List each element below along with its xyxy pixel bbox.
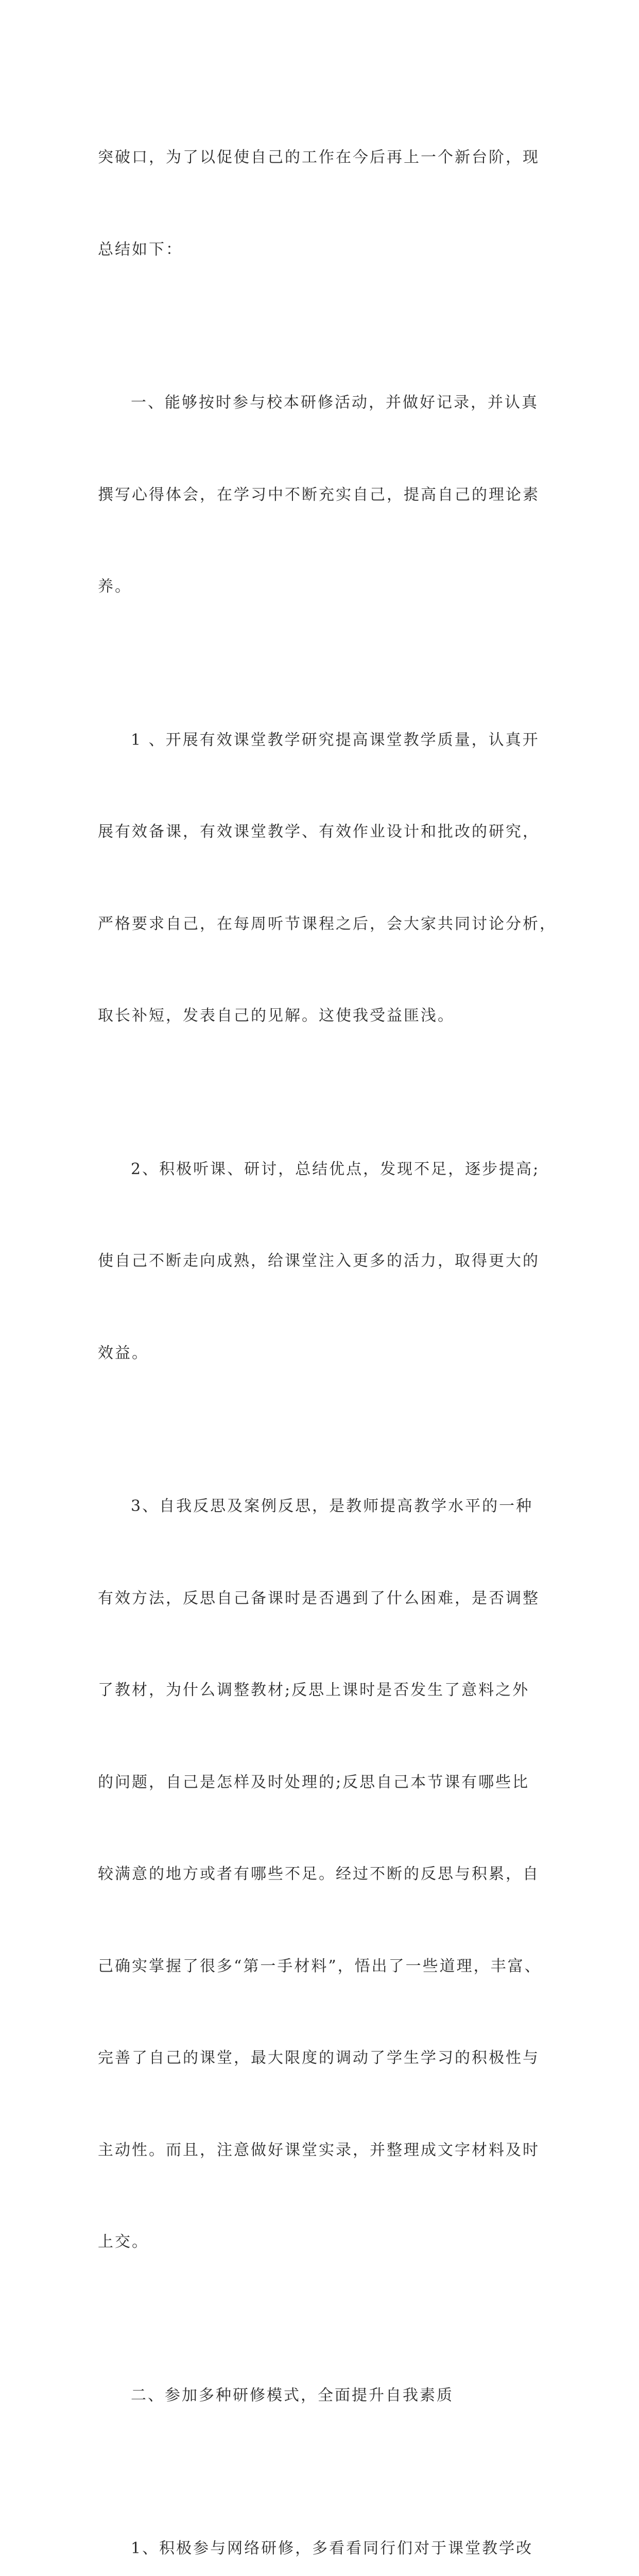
text-line: 较满意的地方或者有哪些不足。经过不断的反思与积累，自: [98, 1865, 540, 1883]
text-line: 一、能够按时参与校本研修活动，并做好记录，并认真: [131, 394, 539, 412]
text-line: 1 、开展有效课堂教学研究提高课堂教学质量，认真开: [131, 731, 540, 749]
text-line: 2、积极听课、研讨，总结优点，发现不足，逐步提高;: [131, 1160, 540, 1178]
text-line: 使自己不断走向成熟，给课堂注入更多的活力，取得更大的: [98, 1252, 540, 1270]
paragraph: [98, 2472, 541, 2576]
section-heading: [98, 2319, 541, 2472]
paragraph: [98, 326, 541, 664]
text-line: 展有效备课，有效课堂教学、有效作业设计和批改的研究，: [98, 823, 540, 841]
text-line: 3、自我反思及案例反思，是教师提高教学水平的一种: [131, 1497, 533, 1515]
text-line: 己确实掌握了很多“第一手材料”，悟出了一些道理，丰富、: [98, 1957, 542, 1975]
text-line: 突破口，为了以促使自己的工作在今后再上一个新台阶，现: [98, 148, 540, 166]
text-line: 有效方法，反思自己备课时是否遇到了什么困难，是否调整: [98, 1589, 540, 1607]
text-line: 总结如下：: [98, 240, 183, 259]
text-line: 养。: [98, 578, 132, 596]
text-line: 二、参加多种研修模式，全面提升自我素质: [131, 2386, 454, 2404]
text-line: 取长补短，发表自己的见解。这使我受益匪浅。: [98, 1007, 455, 1025]
text-line: 了教材，为什么调整教材;反思上课时是否发生了意料之外: [98, 1681, 530, 1699]
text-line: 上交。: [98, 2233, 149, 2251]
document-body: [98, 81, 557, 2576]
paragraph: [98, 664, 557, 1093]
text-line: 1、积极参与网络研修，多看看同行们对于课堂教学改: [131, 2539, 533, 2557]
text-line: 效益。: [98, 1344, 149, 1362]
text-line: 撰写心得体会，在学习中不断充实自己，提高自己的理论素: [98, 485, 540, 504]
paragraph: [98, 81, 541, 326]
text-line: 的问题，自己是怎样及时处理的;反思自己本节课有哪些比: [98, 1773, 530, 1791]
text-line: 严格要求自己，在每周听节课程之后，会大家共同讨论分析，: [98, 914, 557, 933]
text-line: 完善了自己的课堂，最大限度的调动了学生学习的积极性与: [98, 2049, 540, 2067]
text-line: 主动性。而且，注意做好课堂实录，并整理成文字材料及时: [98, 2141, 540, 2159]
paragraph: [98, 1093, 541, 1430]
paragraph: [98, 1430, 541, 2319]
